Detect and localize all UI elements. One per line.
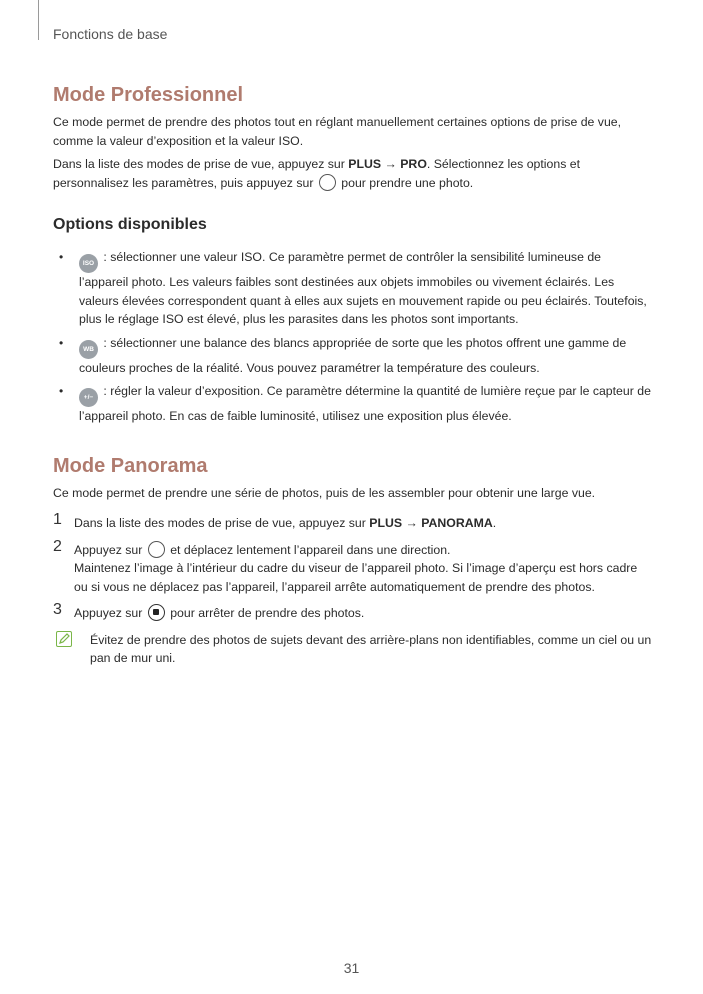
panorama-intro: Ce mode permet de prendre une série de photos, puis de les assembler pour obtenir une large vue. bbox=[53, 485, 596, 500]
step-2-detail: Maintenez l’image à l’intérieur du cadre du viseur de l’appareil photo. Si l’image d’aperçu est hors cadre ou si vous ne déplacez pas l’appareil, l’appareil arrête automatiquement de prendre des photos. bbox=[74, 561, 638, 594]
option-white-balance: • WB : sélectionner une balance des blancs appropriée de sorte que les photos offrent une gamme de couleurs proches de la réalité. Vous pouvez paramétrer la température des couleurs. bbox=[59, 335, 627, 375]
note-text: Évitez de prendre des photos de sujets devant des arrière-plans non identifiables, comme un ciel ou un pan de mur uni. bbox=[90, 632, 652, 665]
iso-icon: ISO bbox=[79, 254, 98, 273]
option-exposure: • +/− : régler la valeur d’exposition. Ce paramètre détermine la quantité de lumière reçue par le capteur de l’appareil photo. En cas de faible luminosité, utilisez une exposition plus élevée. bbox=[59, 384, 651, 423]
exposure-icon: +/− bbox=[79, 388, 98, 407]
note-pencil-icon bbox=[56, 631, 72, 647]
step-number: 2 bbox=[53, 537, 62, 555]
option-iso: • ISO : sélectionner une valeur ISO. Ce paramètre permet de contrôler la sensibilité lumineuse de l’appareil photo. Les valeurs faibles sont destinées aux objets immobiles ou vivement éclairés. Les valeurs élevées correspondent quant à elles aux sujets en mouvement rapide ou peu éclairés. Toutefois, plus le réglage ISO est élevé, plus les parasites dans les photos sont importants. bbox=[59, 250, 647, 326]
shutter-button-icon bbox=[148, 541, 165, 558]
page-content bbox=[53, 82, 653, 668]
step-3: 3 Appuyez sur pour arrêter de prendre des photos. bbox=[53, 601, 365, 620]
shutter-button-icon bbox=[319, 174, 336, 191]
step-2: 2 Appuyez sur et déplacez lentement l’appareil dans une direction. Maintenez l’image à l’intérieur du cadre du viseur de l’appareil photo. Si l’image d’aperçu est hors cadre ou si vous ne déplacez pas l’appareil, l’appareil arrête automatiquement de prendre des photos. bbox=[53, 537, 638, 594]
step-1: 1 Dans la liste des modes de prise de vue, appuyez sur PLUS → PANORAMA. bbox=[53, 511, 497, 530]
page-number: 31 bbox=[343, 960, 360, 976]
step-number: 1 bbox=[53, 511, 62, 528]
note bbox=[53, 631, 653, 668]
white-balance-icon: WB bbox=[79, 340, 98, 359]
running-head: Fonctions de base bbox=[53, 26, 168, 42]
plus-label: PLUS bbox=[348, 157, 382, 171]
section-title-panorama: Mode Panorama bbox=[53, 454, 208, 477]
pro-intro: Ce mode permet de prendre des photos tout en réglant manuellement certaines options de prise de vue, comme la valeur d’exposition et la valeur ISO. bbox=[53, 115, 622, 148]
step-number: 3 bbox=[53, 601, 62, 618]
pro-instructions: Dans la liste des modes de prise de vue, appuyez sur PLUS → PRO. Sélectionnez les options et personnalisez les paramètres, puis appuyez sur pour prendre une photo. bbox=[53, 157, 581, 190]
options-heading: Options disponibles bbox=[53, 216, 207, 233]
header-rule bbox=[38, 0, 39, 40]
stop-button-icon bbox=[148, 604, 165, 621]
section-title-pro: Mode Professionnel bbox=[53, 84, 244, 106]
pro-label: PRO bbox=[400, 157, 427, 171]
options-list bbox=[53, 248, 653, 426]
